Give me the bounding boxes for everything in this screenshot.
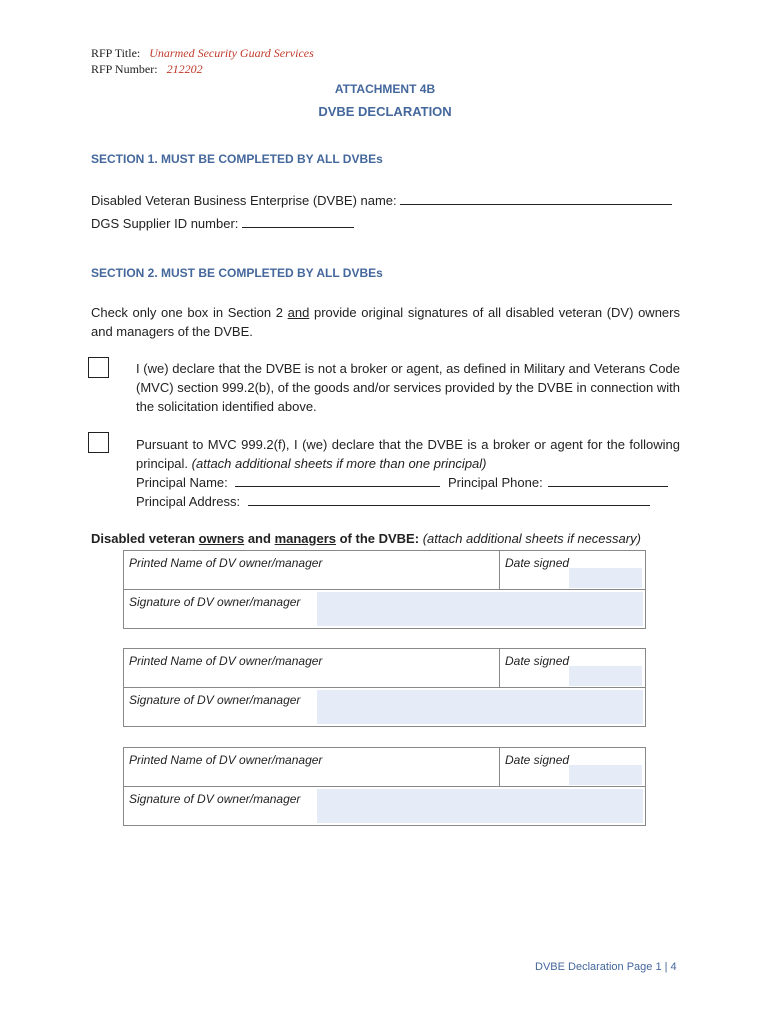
instruction-part-b: provide original signatures of all disabled veteran (DV) owners and managers of the DVBE. bbox=[91, 305, 680, 339]
cell-divider bbox=[499, 649, 500, 687]
option2-statement: Pursuant to MVC 999.2(f), I (we) declare that the DVBE is a broker or agent for the following principal. bbox=[136, 437, 680, 471]
option1-text: I (we) declare that the DVBE is not a broker or agent, as defined in Military and Veterans Code (MVC) section 999.2(b), of the goods and/or services provided by the DVBE in connection with the solicitation identified above. bbox=[136, 361, 680, 414]
signature-label: Signature of DV owner/manager bbox=[129, 595, 301, 609]
section1-heading: SECTION 1. MUST BE COMPLETED BY ALL DVBEs bbox=[91, 152, 383, 166]
owner-block-3-signature-row bbox=[123, 786, 646, 826]
cell-divider bbox=[499, 748, 500, 786]
owners-heading-note: (attach additional sheets if necessary) bbox=[422, 531, 641, 546]
owner-block-1-name-row bbox=[123, 550, 646, 591]
principal-name-field[interactable] bbox=[235, 473, 440, 487]
owners-heading-and: and bbox=[247, 531, 271, 546]
date-signed-label: Date signed bbox=[505, 654, 570, 668]
date-signed-label: Date signed bbox=[505, 753, 570, 767]
owners-heading-owners: owners bbox=[198, 531, 245, 546]
owners-heading-a: Disabled veteran bbox=[91, 531, 196, 546]
date-signed-field[interactable] bbox=[569, 765, 642, 785]
dvbe-name-row bbox=[91, 191, 672, 210]
principal-address-row bbox=[136, 492, 650, 511]
rfp-title-line bbox=[91, 46, 314, 61]
section2-instructions bbox=[91, 303, 680, 341]
owner-block-1-signature-row bbox=[123, 589, 646, 629]
date-signed-label: Date signed bbox=[505, 556, 570, 570]
signature-field[interactable] bbox=[317, 592, 643, 626]
principal-name-label: Principal Name: bbox=[136, 475, 228, 490]
cell-divider bbox=[499, 551, 500, 589]
section2-heading: SECTION 2. MUST BE COMPLETED BY ALL DVBEs bbox=[91, 266, 383, 280]
owner-block-2-signature-row bbox=[123, 687, 646, 727]
option2-note: (attach additional sheets if more than one principal) bbox=[191, 456, 487, 471]
supplier-id-row bbox=[91, 214, 354, 233]
instruction-and: and bbox=[287, 305, 310, 320]
rfp-number-value: 212202 bbox=[166, 62, 203, 76]
owners-heading bbox=[91, 531, 641, 546]
principal-address-field[interactable] bbox=[248, 492, 650, 506]
owner-block-2-name-row bbox=[123, 648, 646, 689]
rfp-number-label: RFP Number: bbox=[91, 62, 158, 76]
principal-phone-label: Principal Phone: bbox=[448, 475, 543, 490]
signature-label: Signature of DV owner/manager bbox=[129, 792, 301, 806]
date-signed-field[interactable] bbox=[569, 568, 642, 588]
signature-field[interactable] bbox=[317, 690, 643, 724]
page-footer: DVBE Declaration Page 1 | 4 bbox=[535, 961, 677, 973]
signature-label: Signature of DV owner/manager bbox=[129, 693, 301, 707]
signature-field[interactable] bbox=[317, 789, 643, 823]
rfp-number-line bbox=[91, 62, 203, 77]
not-broker-checkbox[interactable] bbox=[88, 357, 109, 378]
broker-checkbox[interactable] bbox=[88, 432, 109, 453]
printed-name-label: Printed Name of DV owner/manager bbox=[129, 654, 323, 668]
rfp-title-label: RFP Title: bbox=[91, 46, 141, 60]
principal-address-label: Principal Address: bbox=[136, 494, 241, 509]
option2-text bbox=[136, 435, 680, 473]
owners-heading-b: of the DVBE: bbox=[339, 531, 420, 546]
instruction-part-a: Check only one box in Section 2 bbox=[91, 305, 283, 320]
owners-heading-managers: managers bbox=[274, 531, 336, 546]
rfp-title-value: Unarmed Security Guard Services bbox=[149, 46, 314, 60]
principal-name-row bbox=[136, 473, 696, 492]
supplier-id-field[interactable] bbox=[242, 214, 354, 228]
attachment-title: ATTACHMENT 4B bbox=[334, 82, 436, 96]
date-signed-field[interactable] bbox=[569, 666, 642, 686]
owner-block-3-name-row bbox=[123, 747, 646, 788]
dvbe-name-field[interactable] bbox=[400, 191, 672, 205]
principal-phone-field[interactable] bbox=[548, 473, 668, 487]
printed-name-label: Printed Name of DV owner/manager bbox=[129, 753, 323, 767]
printed-name-label: Printed Name of DV owner/manager bbox=[129, 556, 323, 570]
document-title: DVBE DECLARATION bbox=[318, 104, 452, 119]
supplier-id-label: DGS Supplier ID number: bbox=[91, 216, 239, 231]
dvbe-name-label: Disabled Veteran Business Enterprise (DVBE) name: bbox=[91, 193, 397, 208]
